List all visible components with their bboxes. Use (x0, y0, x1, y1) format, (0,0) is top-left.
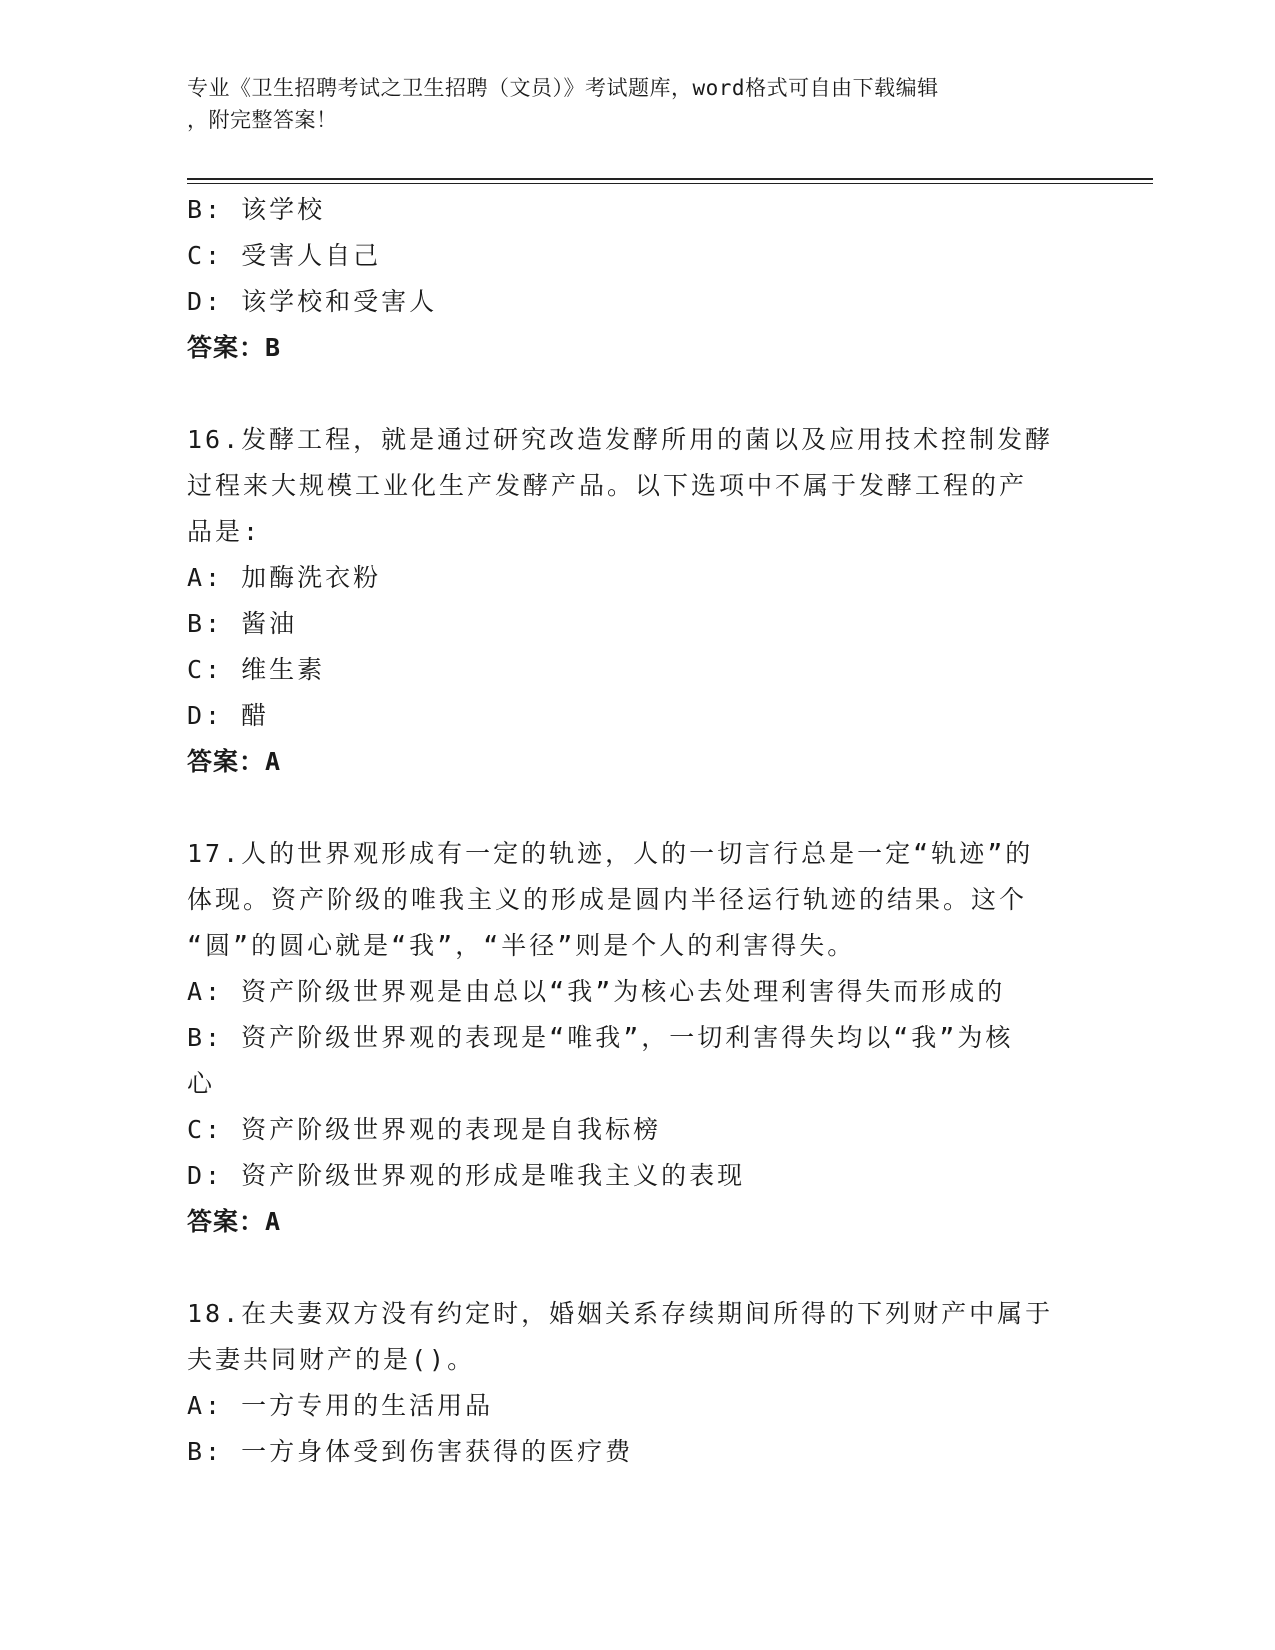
question-stem: 品是: (187, 517, 262, 546)
option-d: D: 该学校和受害人 (187, 287, 438, 316)
spacer (187, 1245, 1087, 1291)
option-a: A: 一方专用的生活用品 (187, 1391, 494, 1420)
option-c: C: 资产阶级世界观的表现是自我标榜 (187, 1115, 662, 1144)
option-b: B: 酱油 (187, 609, 298, 638)
option-d: D: 醋 (187, 701, 270, 730)
spacer (187, 371, 1087, 417)
option-c: C: 受害人自己 (187, 241, 382, 270)
option-a: A: 加酶洗衣粉 (187, 563, 382, 592)
header-divider-thick (187, 178, 1153, 180)
question-stem: 17.人的世界观形成有一定的轨迹，人的一切言行总是一定“轨迹”的 (187, 839, 1034, 868)
question-16 (187, 417, 1087, 785)
spacer (187, 785, 1087, 831)
question-stem: 体现。资产阶级的唯我主义的形成是圆内半径运行轨迹的结果。这个 (187, 885, 1028, 914)
question-15 (187, 187, 1087, 371)
option-b: B: 一方身体受到伤害获得的医疗费 (187, 1437, 634, 1466)
question-stem: 过程来大规模工业化生产发酵产品。以下选项中不属于发酵工程的产 (187, 471, 1028, 500)
header-line-2: ，附完整答案！ (187, 108, 338, 132)
question-stem: 夫妻共同财产的是()。 (187, 1345, 476, 1374)
question-18 (187, 1291, 1087, 1475)
option-a: A: 资产阶级世界观是由总以“我”为核心去处理利害得失而形成的 (187, 977, 1006, 1006)
option-b: B: 该学校 (187, 195, 326, 224)
header-divider-thin (187, 183, 1153, 184)
question-stem: 16.发酵工程，就是通过研究改造发酵所用的菌以及应用技术控制发酵 (187, 425, 1054, 454)
answer: 答案：A (187, 747, 282, 776)
header-line-1: 专业《卫生招聘考试之卫生招聘（文员）》考试题库，word格式可自由下载编辑 (187, 76, 939, 100)
option-b-continued: 心 (187, 1069, 216, 1098)
question-17 (187, 831, 1087, 1245)
option-d: D: 资产阶级世界观的形成是唯我主义的表现 (187, 1161, 746, 1190)
answer: 答案：A (187, 1207, 282, 1236)
question-stem: 18.在夫妻双方没有约定时，婚姻关系存续期间所得的下列财产中属于 (187, 1299, 1054, 1328)
document-header (187, 72, 1067, 136)
question-list (187, 187, 1087, 1475)
question-stem: “圆”的圆心就是“我”，“半径”则是个人的利害得失。 (187, 931, 856, 960)
answer: 答案：B (187, 333, 282, 362)
option-b: B: 资产阶级世界观的表现是“唯我”，一切利害得失均以“我”为核 (187, 1023, 1014, 1052)
option-c: C: 维生素 (187, 655, 326, 684)
